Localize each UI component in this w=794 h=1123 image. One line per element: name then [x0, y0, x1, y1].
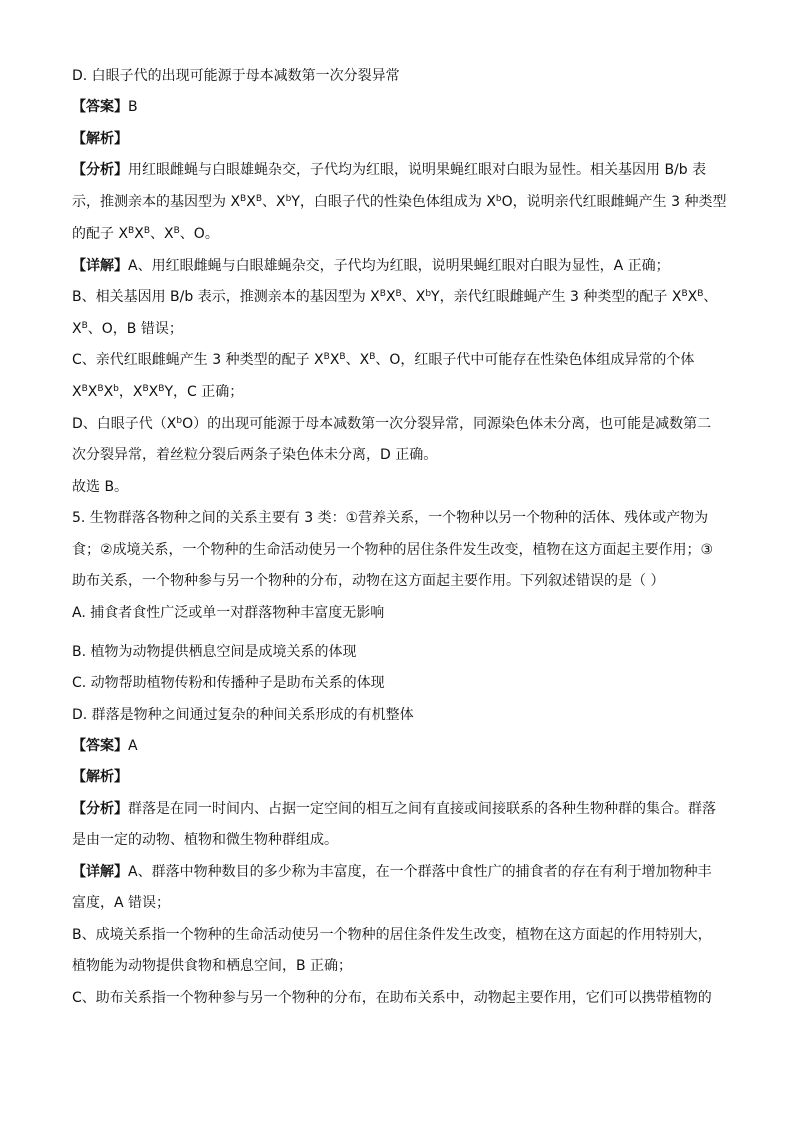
detail-text: A、群落中物种数目的多少称为丰富度，在一个群落中食性广的捕食者的存在有利于增加物种丰	[128, 864, 712, 880]
answer-value: A	[128, 738, 138, 754]
answer-tag: 【答案】	[72, 99, 128, 115]
q4-analysis-tag: 【解析】	[72, 131, 128, 147]
q5-stem-line: 5. 生物群落各物种之间的关系主要有 3 类：①营养关系，一个物种以另一个物种的活体、残体或产物为	[72, 510, 709, 526]
q5-option-b: B. 植物为动物提供栖息空间是成境关系的体现	[72, 644, 357, 660]
q5-answer	[72, 736, 724, 756]
detail-text: A、用红眼雌蝇与白眼雄蝇杂交，子代均为红眼，说明果蝇红眼对白眼为显性，A 正确；	[128, 258, 670, 274]
q4-detail-line: $X^BX^BX^b$，$X^BX^BY$，C 正确；	[72, 384, 244, 400]
q5-fenxi-line: 是由一定的动物、植物和微生物种群组成。	[72, 832, 338, 848]
q5-detail-line	[72, 862, 724, 882]
q4-detail-line	[72, 256, 724, 276]
q4-detail-line: C、亲代红眼雌蝇产生 3 种类型的配子 $X^BX^B$、$X^B$、O，红眼子代中可能存在性染色体组成异常的个体	[72, 352, 695, 368]
q4-detail-line: 次分裂异常，着丝粒分裂后两条子染色体未分离，D 正确。	[72, 447, 438, 463]
q5-option-d: D. 群落是物种之间通过复杂的种间关系形成的有机整体	[72, 707, 414, 723]
q5-detail-line: C、助布关系指一个物种参与另一个物种的分布，在助布关系中，动物起主要作用，它们可以携带植物的	[72, 990, 712, 1006]
q5-analysis-tag: 【解析】	[72, 769, 128, 785]
q5-option-c: C. 动物帮助植物传粉和传播种子是助布关系的体现	[72, 675, 385, 691]
q4-detail-line: D、白眼子代$(X^bO)$的出现可能源于母本减数第一次分裂异常，同源染色体未分离，也可能是减数第二	[72, 416, 712, 432]
q4-answer	[72, 97, 724, 117]
q4-fenxi-line	[72, 160, 724, 180]
q4-choose: 故选 B。	[72, 479, 129, 495]
fenxi-text: 用红眼雌蝇与白眼雄蝇杂交，子代均为红眼，说明果蝇红眼对白眼为显性。相关基因用 B/b 表	[128, 162, 707, 178]
answer-value: B	[128, 99, 138, 115]
q4-detail-line: $X^B$、O，B 错误；	[72, 321, 183, 337]
q5-stem-line: 助布关系，一个物种参与另一个物种的分布，动物在这方面起主要作用。下列叙述错误的是（ ）	[72, 573, 665, 589]
q5-fenxi-line	[72, 799, 724, 819]
q5-detail-line: 植物能为动物提供食物和栖息空间，B 正确；	[72, 958, 353, 974]
q4-detail-line: B、相关基因用 B/b 表示，推测亲本的基因型为 $X^BX^B$、$X^bY$，亲代红眼雌蝇产生 3 种类型的配子 $X^BX^B$、	[72, 289, 718, 305]
answer-tag: 【答案】	[72, 738, 128, 754]
q4-option-d: D. 白眼子代的出现可能源于母本减数第一次分裂异常	[72, 68, 400, 84]
q5-option-a: A. 捕食者食性广泛或单一对群落物种丰富度无影响	[72, 605, 385, 621]
fenxi-tag: 【分析】	[72, 801, 128, 817]
q5-stem-line: 食；②成境关系，一个物种的生命活动使另一个物种的居住条件发生改变，植物在这方面起主要作用；③	[72, 542, 714, 558]
q5-detail-line: 富度，A 错误；	[72, 895, 171, 911]
detail-tag: 【详解】	[72, 864, 128, 880]
detail-tag: 【详解】	[72, 258, 128, 274]
q5-detail-line: B、成境关系指一个物种的生命活动使另一个物种的居住条件发生改变，植物在这方面起的作用特别大，	[72, 927, 712, 943]
q4-fenxi-line: 示，推测亲本的基因型为 $X^BX^B$、$X^bY$，白眼子代的性染色体组成为 $X^bO$，说明亲代红眼雌蝇产生 3 种类型	[72, 194, 727, 210]
q4-fenxi-line: 的配子 $X^BX^B$、$X^B$、O。	[72, 226, 219, 242]
fenxi-tag: 【分析】	[72, 162, 128, 178]
fenxi-text: 群落是在同一时间内、占据一定空间的相互之间有直接或间接联系的各种生物种群的集合。群落	[128, 801, 716, 817]
